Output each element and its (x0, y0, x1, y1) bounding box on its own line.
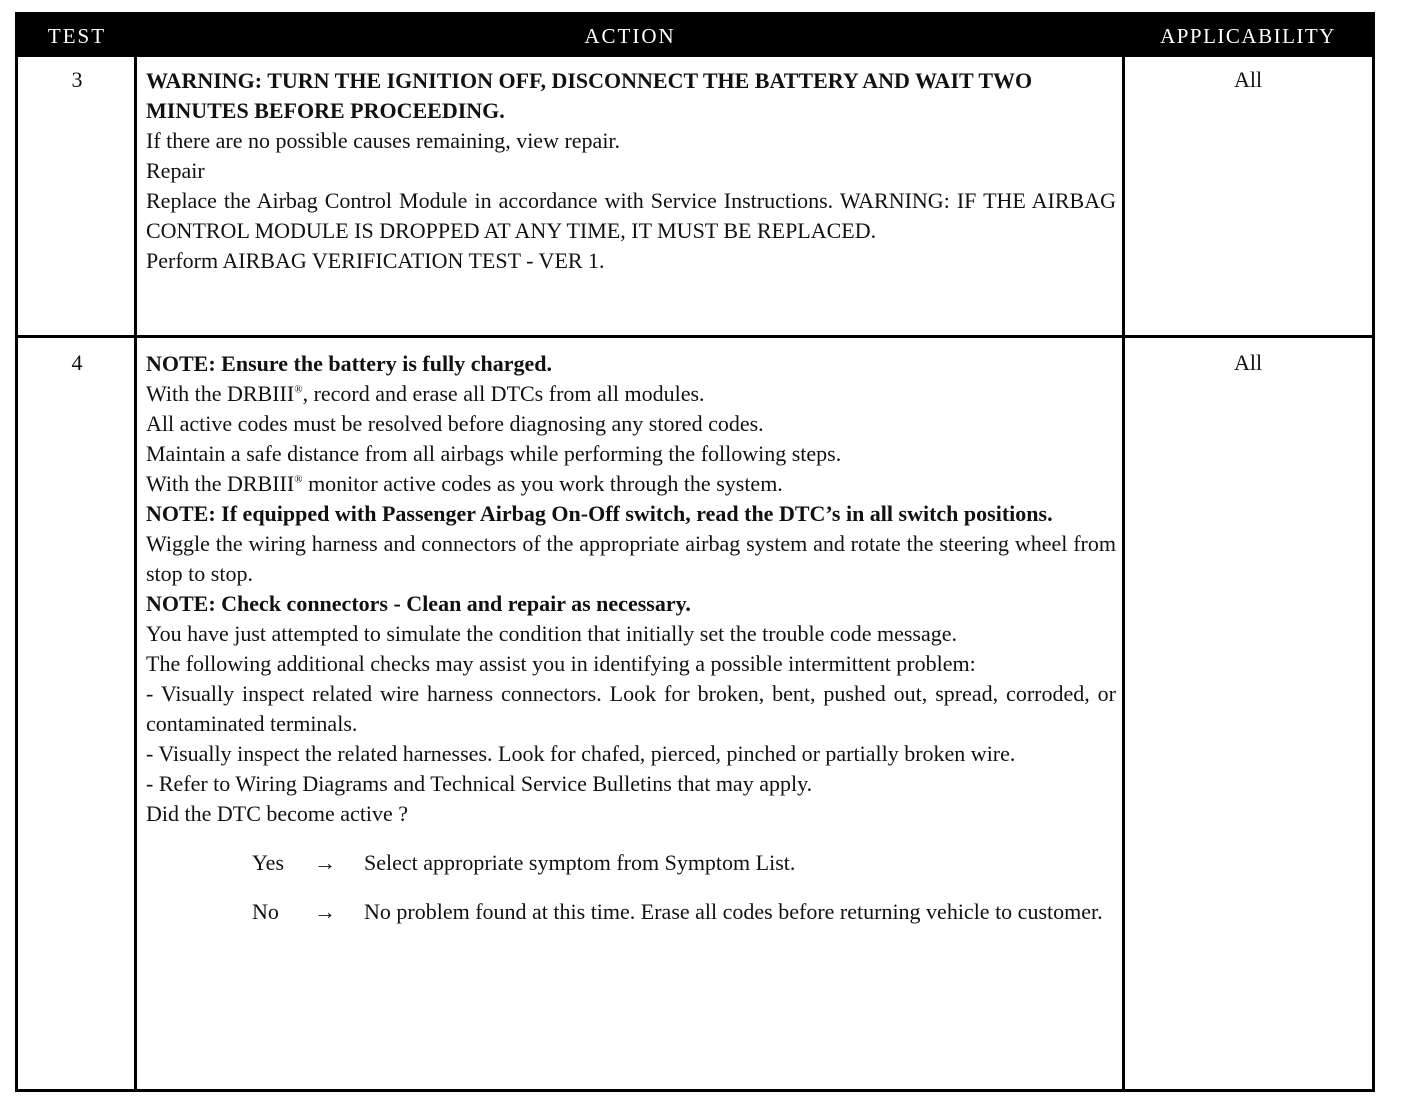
column-divider (134, 57, 137, 1092)
action-line: - Visually inspect the related harnesses. Look for chafed, pierced, pinched or partially broken wire. (146, 741, 1016, 766)
header-applicability: APPLICABILITY (1160, 24, 1336, 48)
yes-text: Select appropriate symptom from Symptom List. (364, 850, 796, 875)
repair-verify: Perform AIRBAG VERIFICATION TEST - VER 1. (146, 248, 605, 273)
action-line: - Refer to Wiring Diagrams and Technical Service Bulletins that may apply. (146, 771, 813, 796)
header-test: TEST (47, 24, 107, 48)
applicability-3: All (1233, 67, 1263, 92)
action-line: With the DRBIII®, record and erase all DTCs from all modules. (146, 381, 705, 406)
action-line: Maintain a safe distance from all airbags while performing the following steps. (146, 441, 842, 466)
action-line: If there are no possible causes remaining, view repair. (146, 128, 621, 153)
repair-text: Replace the Airbag Control Module in accordance with Service Instructions. WARNING: IF THE AIRBAG CONTROL MODULE IS DROPPED AT ANY TIME, IT MUST BE REPLACED. (146, 188, 1116, 243)
note-text: NOTE: Ensure the battery is fully charged. (146, 351, 552, 376)
test-number-3: 3 (71, 67, 83, 92)
action-cell-4 (146, 349, 1116, 957)
note-text: NOTE: If equipped with Passenger Airbag On-Off switch, read the DTC’s in all switch positions. (146, 501, 1053, 526)
applicability-4: All (1233, 350, 1263, 375)
test-number-4: 4 (71, 350, 83, 375)
yes-label: Yes (252, 850, 285, 875)
action-line: You have just attempted to simulate the condition that initially set the trouble code message. (146, 621, 957, 646)
header-action: ACTION (584, 24, 676, 48)
action-line: - Visually inspect related wire harness connectors. Look for broken, bent, pushed out, spread, corroded, or contaminated terminals. (146, 681, 1116, 736)
arrow-right-icon: → (314, 899, 336, 924)
question-text: Did the DTC become active ? (146, 801, 409, 826)
answer-yes (146, 848, 1116, 878)
row-divider (18, 335, 1372, 338)
column-divider (1122, 57, 1125, 1092)
repair-label: Repair (146, 158, 205, 183)
no-label: No (252, 899, 279, 924)
action-line: With the DRBIII® monitor active codes as you work through the system. (146, 471, 783, 496)
arrow-right-icon: → (314, 850, 336, 875)
action-cell-3 (146, 66, 1116, 276)
action-line: Wiggle the wiring harness and connectors of the appropriate airbag system and rotate the steering wheel from stop to stop. (146, 531, 1116, 586)
action-line: All active codes must be resolved before diagnosing any stored codes. (146, 411, 764, 436)
diagnostic-table (15, 12, 1375, 1092)
note-text: NOTE: Check connectors - Clean and repair as necessary. (146, 591, 691, 616)
warning-text: WARNING: TURN THE IGNITION OFF, DISCONNECT THE BATTERY AND WAIT TWO MINUTES BEFORE PROCEEDING. (146, 68, 1033, 123)
no-text: No problem found at this time. Erase all codes before returning vehicle to customer. (364, 899, 1103, 924)
answer-no (146, 897, 1116, 957)
action-line: The following additional checks may assist you in identifying a possible intermittent problem: (146, 651, 976, 676)
table-header (18, 15, 1372, 57)
